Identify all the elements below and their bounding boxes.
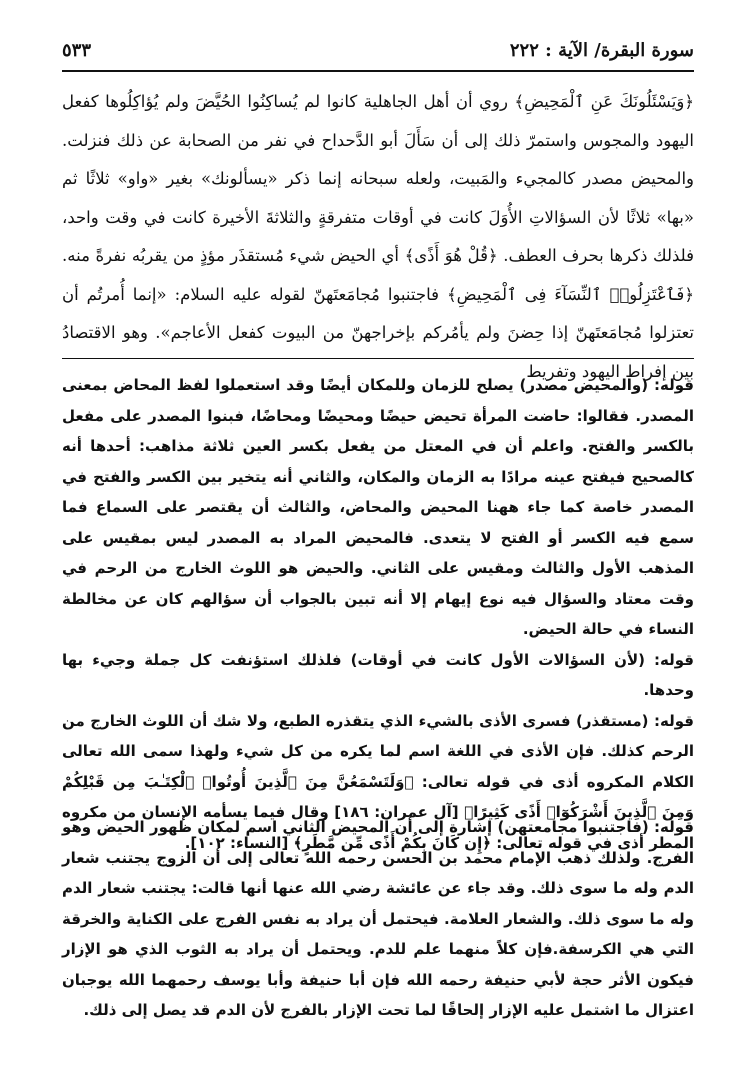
- footnote-divider: [62, 358, 694, 359]
- commentary-text: (مستقذر) فسرى الأذى بالشيء الذي يتقذره الطبع، ولا شك أن اللوث الخارج من الرحم كذلك. فإن الأذى في اللغة اسم لما يكره من كل شيء ولهذا سمى الله تعالى الكلام المكروه أذى في قوله تعالى: ﴿وَلَتَسْمَعُنَّ مِنَ ٱلَّذِينَ أُوتُوا۟ ٱلْكِتَـٰبَ مِن قَبْلِكُمْ وَمِنَ ٱلَّذِينَ أَشْرَكُوٓا۟ أَذًى كَثِيرًا﴾ [آل عمران: ١٨٦] وقال فيما يسأمه الإنسان من مكروه المطر أذى في قوله تعالى: ﴿إِن كَانَ بِكُمْ أَذًى مِّن مَّطَرٍ﴾ [النساء: ١٠٢].: [62, 711, 694, 852]
- commentary-block-1: [62, 370, 694, 858]
- main-text: [62, 83, 694, 381]
- page-number: ٥٣٣: [62, 39, 92, 61]
- commentary-text: (والمحيض مصدر) يصلح للزمان وللمكان أيضًا وقد استعملوا لفظ المحاض بمعنى المصدر. فقالوا: حاضت المرأة تحيض حيضًا ومحيضًا ومحاضًا، فبنوا المصدر على مفعل بالكسر والفتح. واعلم أن في المعتل من يفعل بكسر العين ثلاثة مذاهب: أحدها أنه كالصحيح فيفتح عينه مرادًا به الزمان والمكان، والثاني أنه يتخير بين الكسر والفتح في المصدر خاصة كما جاء ههنا المحيض والمحاض، والثالث أن يقتصر على السماع فما سمع فيه الكسر أو الفتح لا يتعدى. فالمحيض المراد به المصدر ليس بمقيس على المذهب الأول والثالث ومقيس على الثاني. والحيض هو اللوث الخارج من الرحم في وقت معتاد والسؤال فيه نوع إيهام إلا أنه تبين بالجواب أن سؤالهم كان عن مخالطة النساء في حالة الحيض.: [62, 376, 694, 638]
- commentary-block-2: [62, 812, 694, 1026]
- commentary-paragraph: [62, 370, 694, 645]
- commentary-label: قوله:: [654, 818, 694, 836]
- commentary-label: قوله:: [654, 650, 694, 669]
- commentary-label: قوله:: [654, 711, 694, 730]
- main-paragraph: ﴿وَيَسْئَلُونَكَ عَنِ ٱلْمَحِيضِ﴾ روي أن أهل الجاهلية كانوا لم يُساكِنُوا الحُيَّضَ ولم يُؤاكِلُوها كفعل اليهود والمجوس واستمرّ ذلك إلى أن سَأَلَ أبو الدَّحداح في نفر من الصحابة عن ذلك فنزلت. والمحيض مصدر كالمجيء والمَبيت، ولعله سبحانه إنما ذكر «يسألونك» بغير «واو» ثلاثًا ثم «بها» ثلاثًا لأن السؤالاتِ الأُوَلَ كانت في أوقات متفرقةٍ والثلاثةَ الأخيرة كانت في وقت واحد، فلذلك ذكرها بحرف العطف. ﴿قُلْ هُوَ أَذًى﴾ أي الحيض شيء مُستقذَر مؤذٍ من يقربُه نفرةً منه. ﴿فَٱعْتَزِلُوا۟ ٱلنِّسَآءَ فِى ٱلْمَحِيضِ﴾ فاجتنبوا مُجامَعتَهنّ لقوله عليه السلام: «إنما أُمرتُم أن تعتزلوا مُجامَعتَهنّ إذا حِضنَ ولم يأمُركم بإخراجهنّ من البيوت كفعل الأعاجم». وهو الاقتصادُ بين إفراط اليهود وتفريط: [62, 92, 694, 381]
- header-title: سورة البقرة/ الآية : ٢٢٢: [509, 39, 694, 61]
- commentary-label: قوله:: [654, 376, 694, 394]
- commentary-text: (لأن السؤالات الأول كانت في أوقات) فلذلك استؤنفت كل جملة وجيء بها وحدها.: [62, 650, 694, 699]
- commentary-paragraph: [62, 812, 694, 1026]
- page-header: [62, 30, 694, 70]
- commentary-text: (فاجتنبوا مجامعتهن) إشارة إلى أن المحيض الثاني اسم لمكان ظهور الحيض وهو الفرج. ولذلك ذهب الإمام محمد بن الحسن رحمه الله تعالى إلى أن الزوج يجتنب شعار الدم وله ما سوى ذلك. وقد جاء عن عائشة رضي الله عنها أنها قالت: يجتنب شعار الدم وله ما سوى ذلك. والشعار العلامة. فيحتمل أن يراد به نفس الفرج على الكناية والخرقة التي هي الكرسفة.فإن كلاً منهما علم للدم. ويحتمل أن يراد به الثوب الذي هو الإزار فيكون الأثر حجة لأبي حنيفة رحمه الله فإن أبا حنيفة وأبا يوسف رحمهما الله يوجبان اعتزال ما اشتمل عليه الإزار إلحاقًا لما تحت الإزار بالفرج لأن الدم قد يصل إلى ذلك.: [62, 818, 694, 1019]
- header-rule: [62, 70, 694, 72]
- commentary-paragraph: [62, 645, 694, 706]
